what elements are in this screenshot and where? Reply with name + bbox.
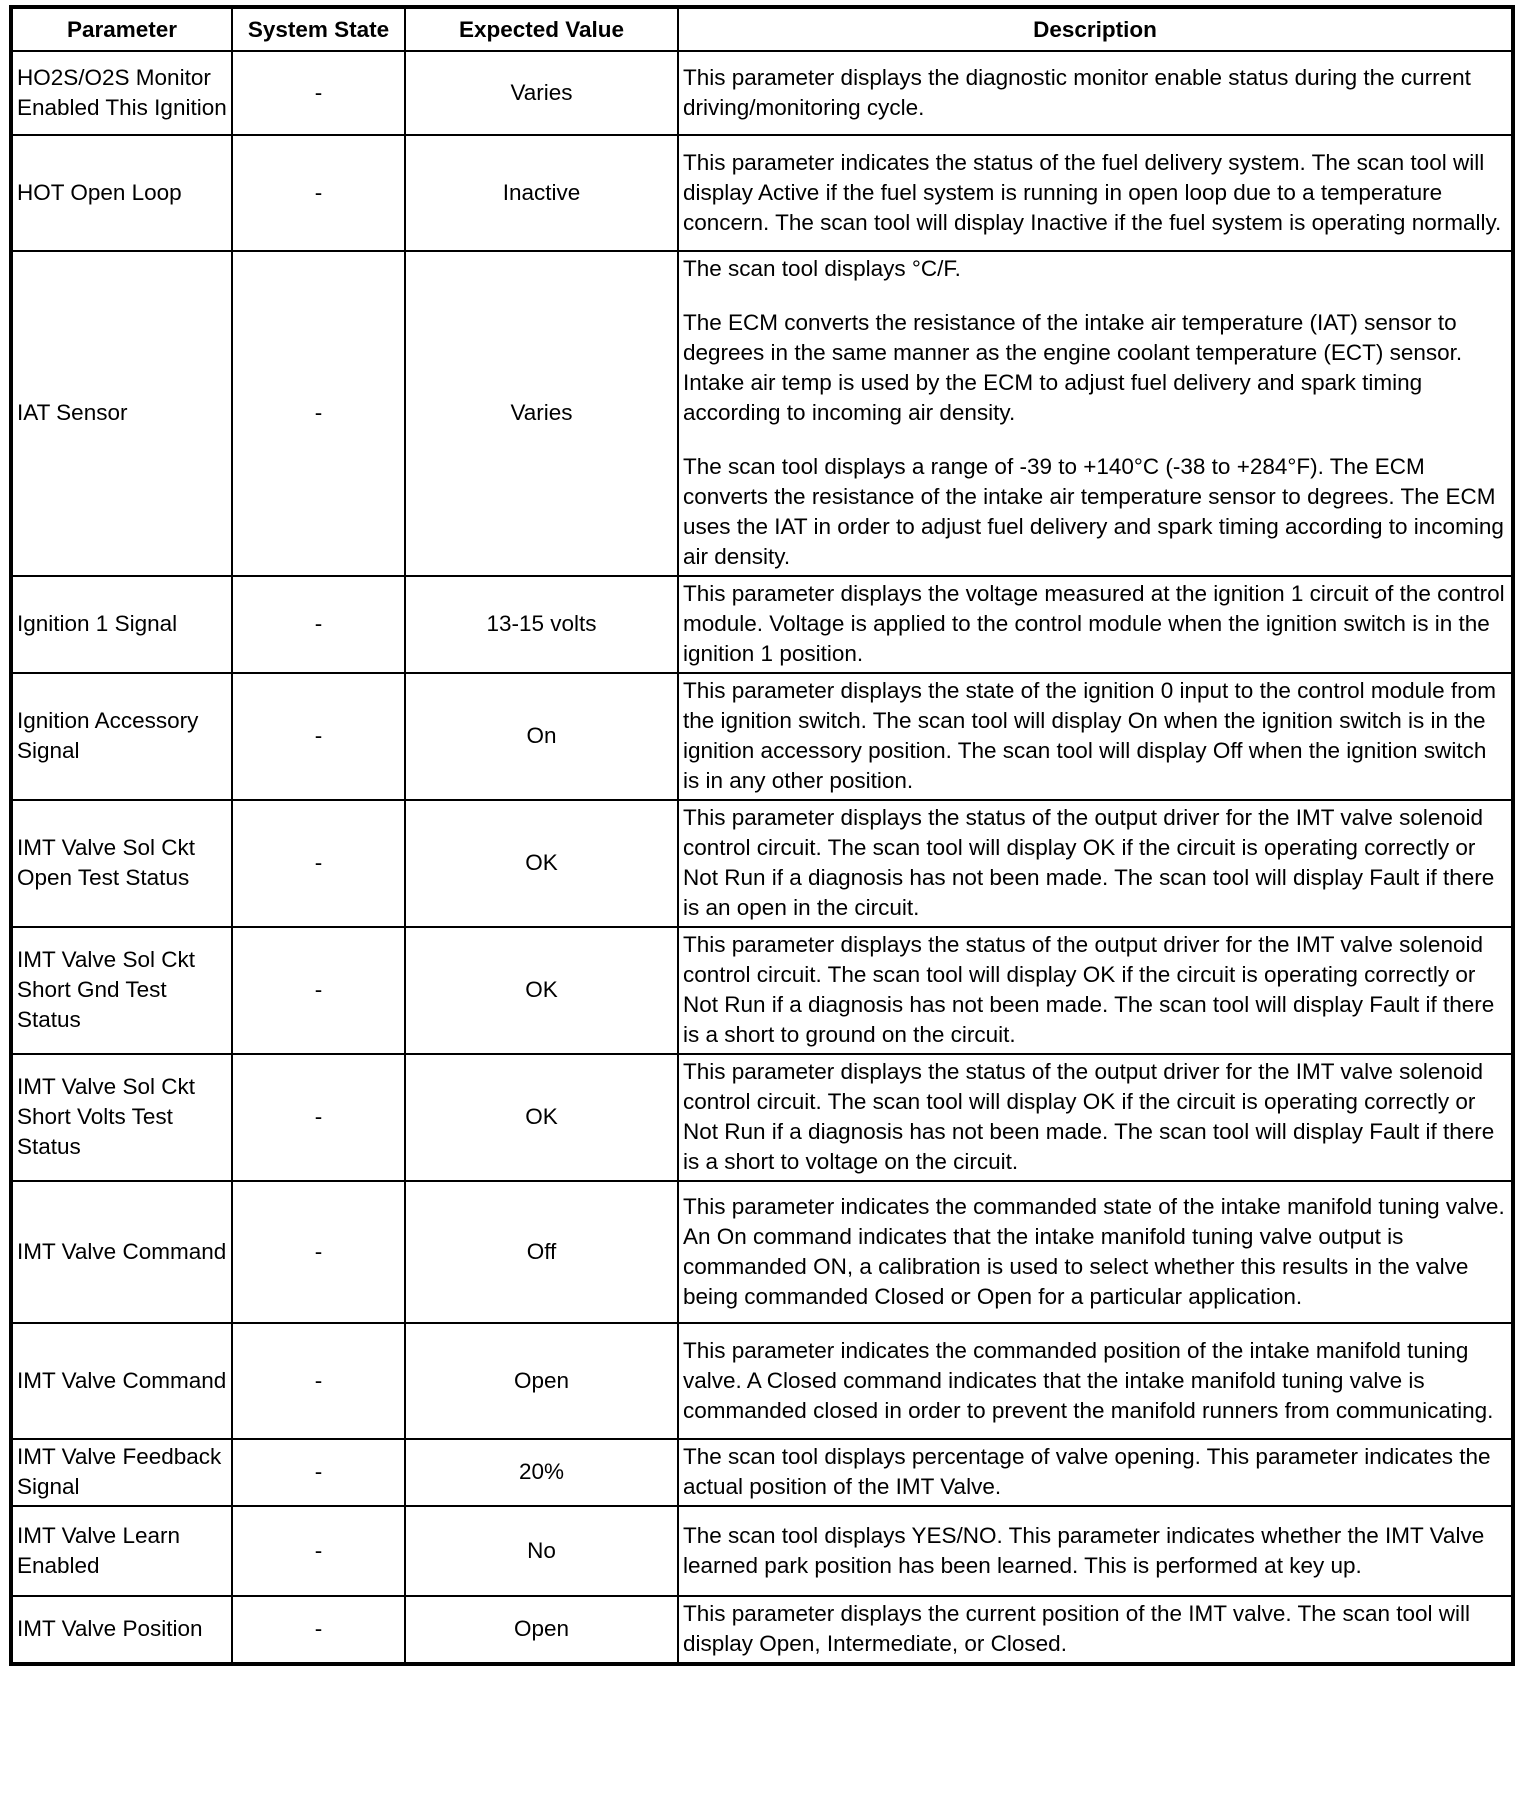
description-paragraph: This parameter displays the status of the output driver for the IMT valve solenoid control circuit. The scan tool will display OK if the circuit is operating correctly or Not Run if a diagnosis has not been made. The scan tool will display Fault if there is a short to voltage on the circuit. [683,1059,1495,1174]
table-row [11,927,1513,1054]
description-cell [678,800,1513,927]
table-body [11,51,1513,1664]
parameter-table [9,5,1515,1666]
table-row [11,135,1513,251]
parameter-cell: IMT Valve Command [11,1323,232,1439]
description-paragraph: The scan tool displays °C/F. [683,256,961,281]
description-paragraph: This parameter indicates the status of the fuel delivery system. The scan tool will display Active if the fuel system is running in open loop due to a temperature concern. The scan tool will display Inactive if the fuel system is operating normally. [683,149,1502,235]
parameter-cell: IMT Valve Learn Enabled [11,1506,232,1596]
parameter-cell: IMT Valve Sol Ckt Short Gnd Test Status [11,927,232,1054]
expected-value-cell: Off [405,1181,678,1323]
table-row [11,1181,1513,1323]
parameter-cell: IMT Valve Sol Ckt Short Volts Test Status [11,1054,232,1181]
parameter-cell: IAT Sensor [11,251,232,576]
parameter-cell: Ignition 1 Signal [11,576,232,673]
expected-value-cell: Varies [405,51,678,135]
expected-value-cell: OK [405,800,678,927]
expected-value-cell: Varies [405,251,678,576]
table-row [11,800,1513,927]
header-parameter: Parameter [11,7,232,51]
system-state-cell: - [232,1054,405,1181]
expected-value-cell: On [405,673,678,800]
system-state-cell: - [232,576,405,673]
expected-value-cell: OK [405,1054,678,1181]
table-row [11,1439,1513,1506]
parameter-cell: IMT Valve Feedback Signal [11,1439,232,1506]
description-cell [678,1054,1513,1181]
parameter-cell: HOT Open Loop [11,135,232,251]
table-row [11,51,1513,135]
system-state-cell: - [232,927,405,1054]
expected-value-cell: Inactive [405,135,678,251]
description-paragraph: This parameter displays the state of the ignition 0 input to the control module from the ignition switch. The scan tool will display On when the ignition switch is in the ignition accessory position. The scan tool will display Off when the ignition switch is in any other position. [683,678,1496,793]
table-row [11,1054,1513,1181]
system-state-cell: - [232,1439,405,1506]
system-state-cell: - [232,135,405,251]
header-system-state: System State [232,7,405,51]
header-row [11,7,1513,51]
description-cell [678,1181,1513,1323]
description-cell [678,251,1513,576]
header-expected-value: Expected Value [405,7,678,51]
description-paragraph: This parameter indicates the commanded state of the intake manifold tuning valve. An On command indicates that the intake manifold tuning valve output is commanded ON, a calibration is used to select whether this results in the valve being commanded Closed or Open for a particular application. [683,1193,1505,1309]
description-cell [678,576,1513,673]
parameter-cell: HO2S/O2S Monitor Enabled This Ignition [11,51,232,135]
system-state-cell: - [232,1506,405,1596]
expected-value-cell: 13-15 volts [405,576,678,673]
description-paragraph: The scan tool displays YES/NO. This parameter indicates whether the IMT Valve learned park position has been learned. This is performed at key up. [683,1522,1485,1578]
description-paragraph: The scan tool displays a range of -39 to +140°C (-38 to +284°F). The ECM converts the resistance of the intake air temperature sensor to degrees. The ECM uses the IAT in order to adjust fuel delivery and spark timing according to incoming air density. [683,454,1504,569]
table-row [11,576,1513,673]
system-state-cell: - [232,51,405,135]
description-paragraph: This parameter displays the voltage measured at the ignition 1 circuit of the control module. Voltage is applied to the control module when the ignition switch is in the ignition 1 position. [683,581,1505,666]
description-paragraph: The scan tool displays percentage of valve opening. This parameter indicates the actual position of the IMT Valve. [683,1444,1491,1499]
header-description: Description [678,7,1513,51]
system-state-cell: - [232,1596,405,1664]
description-cell [678,135,1513,251]
description-paragraph: This parameter displays the status of the output driver for the IMT valve solenoid control circuit. The scan tool will display OK if the circuit is operating correctly or Not Run if a diagnosis has not been made. The scan tool will display Fault if there is an open in the circuit. [683,805,1495,920]
table-row [11,1596,1513,1664]
expected-value-cell: OK [405,927,678,1054]
description-cell [678,1323,1513,1439]
expected-value-cell: No [405,1506,678,1596]
description-paragraph: This parameter indicates the commanded position of the intake manifold tuning valve. A Closed command indicates that the intake manifold tuning valve is commanded closed in order to prevent the manifold runners from communicating. [683,1337,1494,1423]
parameter-cell: IMT Valve Position [11,1596,232,1664]
system-state-cell: - [232,1323,405,1439]
system-state-cell: - [232,1181,405,1323]
description-cell [678,1506,1513,1596]
system-state-cell: - [232,251,405,576]
description-paragraph: This parameter displays the diagnostic monitor enable status during the current driving/monitoring cycle. [683,64,1471,120]
system-state-cell: - [232,800,405,927]
description-cell [678,1596,1513,1664]
expected-value-cell: 20% [405,1439,678,1506]
parameter-cell: IMT Valve Sol Ckt Open Test Status [11,800,232,927]
table-row [11,673,1513,800]
description-paragraph: This parameter displays the status of the output driver for the IMT valve solenoid control circuit. The scan tool will display OK if the circuit is operating correctly or Not Run if a diagnosis has not been made. The scan tool will display Fault if there is a short to ground on the circuit. [683,932,1495,1047]
table-row [11,1323,1513,1439]
description-paragraph: The ECM converts the resistance of the intake air temperature (IAT) sensor to degrees in the same manner as the engine coolant temperature (ECT) sensor. Intake air temp is used by the ECM to adjust fuel delivery and spark timing according to incoming air density. [683,310,1463,425]
description-cell [678,927,1513,1054]
parameter-cell: Ignition Accessory Signal [11,673,232,800]
table-row [11,1506,1513,1596]
description-cell [678,1439,1513,1506]
expected-value-cell: Open [405,1596,678,1664]
description-paragraph: This parameter displays the current position of the IMT valve. The scan tool will display Open, Intermediate, or Closed. [683,1601,1471,1656]
system-state-cell: - [232,673,405,800]
description-cell [678,51,1513,135]
parameter-table-container [9,5,1515,1666]
table-header [11,7,1513,51]
parameter-cell: IMT Valve Command [11,1181,232,1323]
expected-value-cell: Open [405,1323,678,1439]
table-row [11,251,1513,576]
description-cell [678,673,1513,800]
